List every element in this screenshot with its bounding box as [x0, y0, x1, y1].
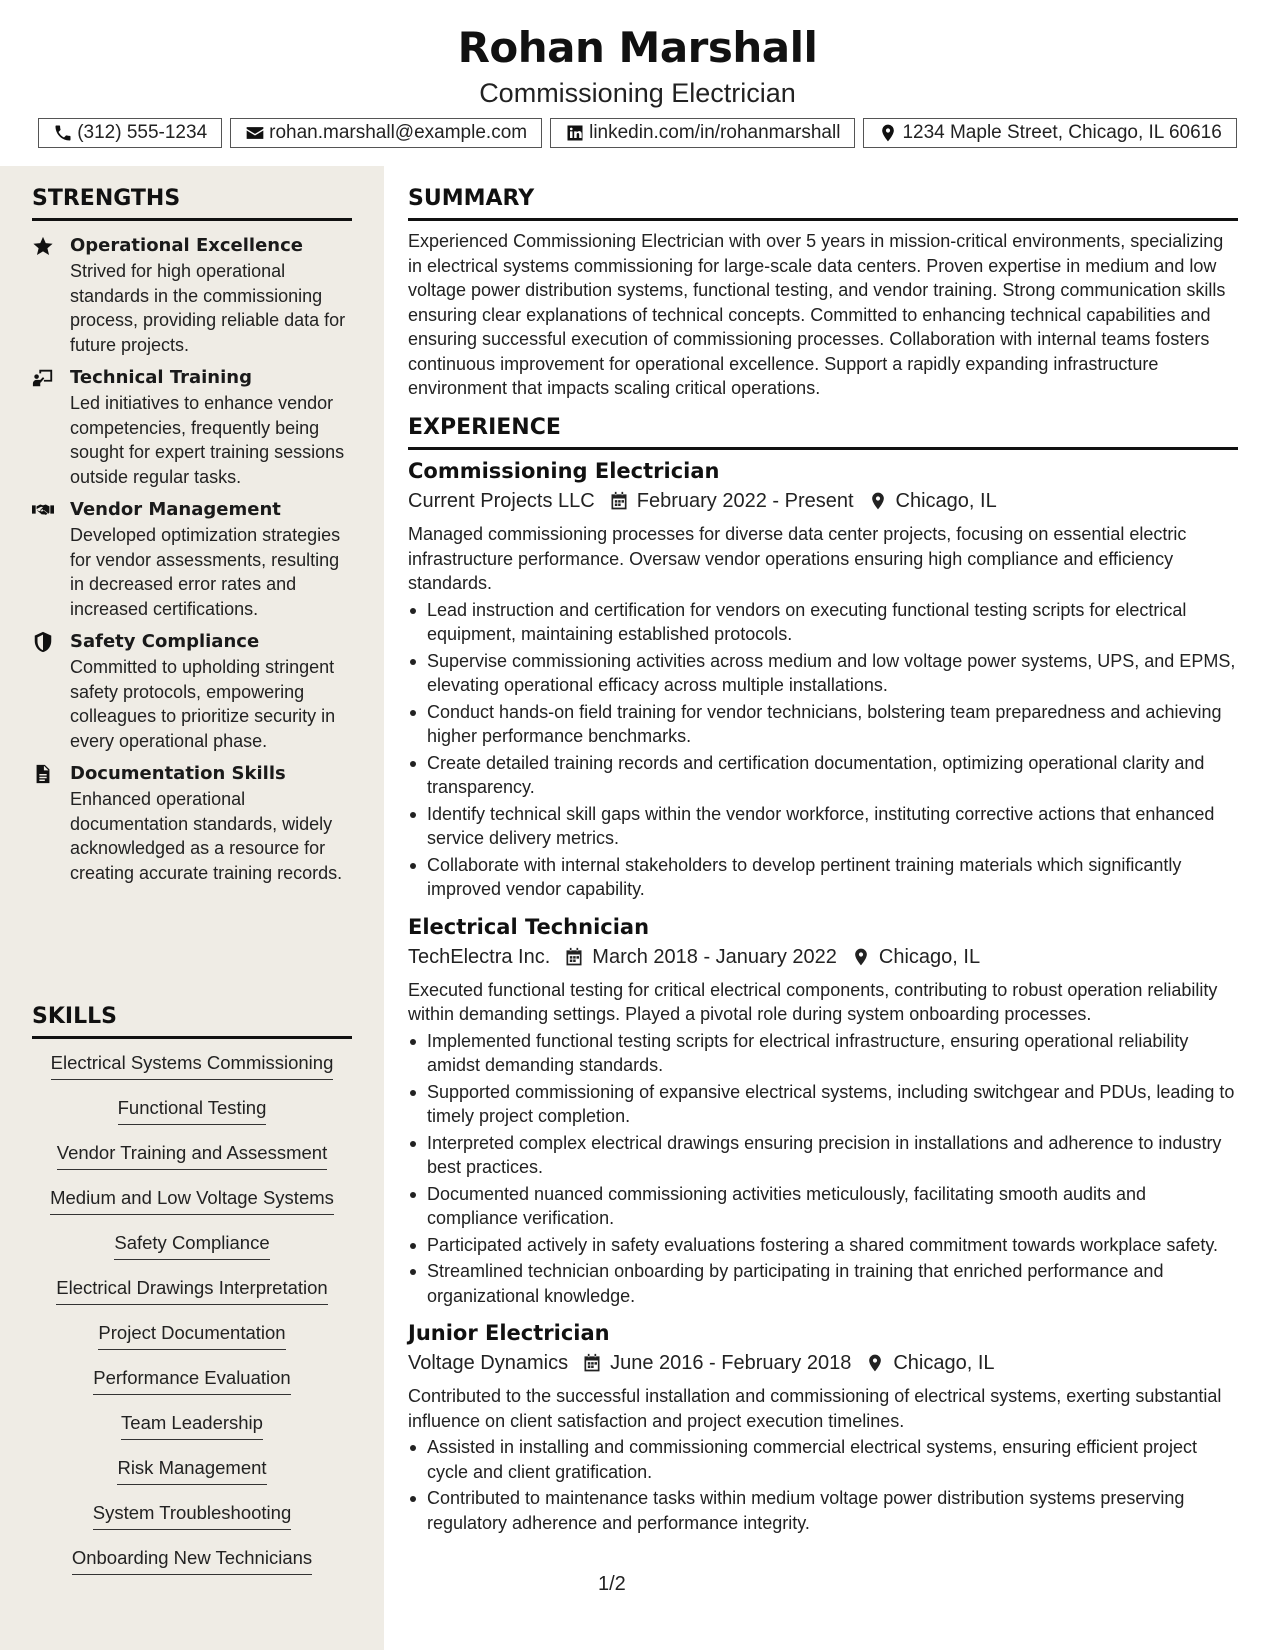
strength-item [32, 233, 352, 357]
strength-item [32, 497, 352, 621]
strength-desc: Enhanced operational documentation standards, widely acknowledged as a resource for creating accurate training records. [70, 789, 343, 883]
contact-address-text: 1234 Maple Street, Chicago, IL 60616 [902, 122, 1222, 143]
job-location: Chicago, IL [895, 490, 997, 512]
contact-phone-text: (312) 555-1234 [77, 122, 208, 143]
resume-header [0, 0, 1275, 166]
job-bullet: Supervise commissioning activities across medium and low voltage power systems, UPS, and EPMS, elevating operational efficacy across multiple installations. [408, 649, 1238, 698]
map-pin-icon [868, 491, 888, 511]
skill-tag: System Troubleshooting [93, 1501, 291, 1530]
job-location: Chicago, IL [893, 1352, 995, 1374]
page-number: 1/2 [598, 1573, 626, 1595]
skill-tag: Risk Management [117, 1456, 266, 1485]
skill-tag: Electrical Systems Commissioning [51, 1051, 334, 1080]
experience-heading: EXPERIENCE [408, 415, 1238, 450]
strength-desc: Strived for high operational standards in the commissioning process, providing reliable data for future projects. [70, 261, 346, 355]
calendar-icon [609, 491, 629, 511]
strength-title: Vendor Management [70, 499, 281, 520]
job-bullets [408, 1029, 1238, 1309]
skill-tag: Team Leadership [121, 1411, 263, 1440]
strengths-section [32, 186, 352, 885]
contact-linkedin-text: linkedin.com/in/rohanmarshall [589, 122, 841, 143]
strength-item [32, 629, 352, 753]
job-bullet: Implemented functional testing scripts for electrical infrastructure, ensuring operational reliability amidst demanding standards. [408, 1029, 1238, 1078]
job-bullet: Identify technical skill gaps within the vendor workforce, instituting corrective actions that enhanced service delivery metrics. [408, 802, 1238, 851]
job-title: Commissioning Electrician [408, 459, 720, 483]
job-entry [408, 1318, 1238, 1535]
skill-tag: Project Documentation [98, 1321, 285, 1350]
job-entry [408, 456, 1238, 902]
job-description: Managed commissioning processes for diverse data center projects, focusing on essential electric infrastructure performance. Oversaw vendor operations ensuring high compliance and efficiency standards. [408, 524, 1187, 593]
main-column [384, 166, 1275, 1650]
job-meta [408, 1348, 1238, 1378]
job-bullet: Conduct hands-on field training for vendor technicians, bolstering team preparedness and achieving higher performance benchmarks. [408, 700, 1238, 749]
strength-desc: Led initiatives to enhance vendor competencies, frequently being sought for expert training sessions outside regular tasks. [70, 393, 345, 487]
sidebar [0, 166, 384, 1650]
contact-email[interactable] [230, 118, 542, 148]
strength-title: Documentation Skills [70, 763, 286, 784]
skill-tag: Onboarding New Technicians [72, 1546, 312, 1575]
star-icon [32, 235, 54, 257]
job-location: Chicago, IL [878, 945, 981, 968]
chalkboard-teacher-icon [32, 367, 54, 389]
job-bullet: Participated actively in safety evaluations fostering a shared commitment towards workplace safety. [408, 1233, 1238, 1258]
job-company: TechElectra Inc. [408, 945, 551, 968]
skill-tag: Safety Compliance [114, 1231, 269, 1260]
calendar-icon [564, 947, 584, 967]
job-entry [408, 912, 1238, 1309]
strength-title: Safety Compliance [70, 631, 260, 652]
job-description: Executed functional testing for critical electrical components, contributing to robust operation reliability within demanding settings. Played a pivotal role during system onboarding processes. [408, 979, 1218, 1024]
file-icon [32, 763, 54, 785]
strength-desc: Developed optimization strategies for vendor assessments, resulting in decreased error rates and increased certifications. [70, 525, 341, 619]
job-company: Current Projects LLC [408, 490, 595, 512]
skill-tag: Vendor Training and Assessment [57, 1141, 327, 1170]
summary-text: Experienced Commissioning Electrician with over 5 years in mission-critical environments, specializing in electrical systems commissioning for large-scale data centers. Proven expertise in medium and low voltage power distribution systems, functional testing, and vendor training. Strong communication skills ensuring clear explanations of technical concepts. Committed to enhancing technical capabilities and ensuring successful execution of commissioning processes. Collaboration with internal teams fosters continuous improvement for operational excellence. Support a rapidly expanding infrastructure environment that impacts scaling critical operations. [408, 231, 1226, 398]
job-bullets [408, 1435, 1238, 1535]
job-description: Contributed to the successful installation and commissioning of electrical systems, exerting substantial influence on client satisfaction and project execution timelines. [408, 1386, 1222, 1431]
job-bullet: Lead instruction and certification for vendors on executing functional testing scripts for electrical equipment, maintaining established protocols. [408, 598, 1238, 647]
candidate-title: Commissioning Electrician [479, 78, 796, 108]
job-bullets [408, 598, 1238, 902]
skills-heading: SKILLS [32, 1004, 352, 1039]
job-bullet: Interpreted complex electrical drawings ensuring precision in installations and adherence to industry best practices. [408, 1131, 1238, 1180]
strength-title: Operational Excellence [70, 235, 303, 256]
job-bullet: Streamlined technician onboarding by participating in training that enriched performance and organizational knowledge. [408, 1259, 1238, 1308]
job-bullet: Supported commissioning of expansive electrical systems, including switchgear and PDUs, leading to timely project completion. [408, 1080, 1238, 1129]
job-title: Junior Electrician [408, 1321, 610, 1345]
handshake-icon [32, 499, 54, 521]
calendar-icon [582, 1353, 602, 1373]
job-bullet: Contributed to maintenance tasks within medium voltage power distribution systems preserving regulatory adherence and performance integrity. [408, 1486, 1238, 1535]
job-meta [408, 942, 1238, 972]
candidate-name: Rohan Marshall [457, 23, 818, 72]
skills-list [32, 1051, 352, 1591]
job-dates: February 2022 - Present [636, 490, 854, 512]
strength-item [32, 365, 352, 489]
contact-address [863, 118, 1236, 148]
linkedin-icon [565, 123, 585, 143]
job-bullet: Create detailed training records and certification documentation, optimizing operational clarity and transparency. [408, 751, 1238, 800]
contact-linkedin[interactable] [550, 118, 855, 148]
job-bullet: Collaborate with internal stakeholders to develop pertinent training materials which significantly improved vendor capability. [408, 853, 1238, 902]
envelope-icon [245, 123, 265, 143]
contact-bar [0, 118, 1275, 148]
skill-tag: Performance Evaluation [93, 1366, 290, 1395]
strength-desc: Committed to upholding stringent safety protocols, empowering colleagues to prioritize security in every operational phase. [70, 657, 336, 751]
skills-section [32, 1004, 352, 1591]
summary-heading: SUMMARY [408, 186, 1238, 221]
job-title: Electrical Technician [408, 914, 650, 939]
experience-section [408, 415, 1238, 1535]
strength-item [32, 761, 352, 885]
job-bullet: Assisted in installing and commissioning commercial electrical systems, ensuring efficient project cycle and client gratification. [408, 1435, 1238, 1484]
map-pin-icon [865, 1353, 885, 1373]
job-meta [408, 486, 1238, 516]
job-dates: June 2016 - February 2018 [610, 1352, 852, 1374]
shield-icon [32, 631, 54, 653]
map-pin-icon [851, 947, 871, 967]
strength-title: Technical Training [70, 367, 252, 388]
job-dates: March 2018 - January 2022 [592, 945, 837, 968]
map-pin-icon [878, 123, 898, 143]
job-company: Voltage Dynamics [408, 1352, 569, 1374]
summary-section [408, 186, 1238, 401]
skill-tag: Electrical Drawings Interpretation [56, 1276, 327, 1305]
skill-tag: Functional Testing [118, 1096, 267, 1125]
contact-phone[interactable] [38, 118, 222, 148]
strengths-heading: STRENGTHS [32, 186, 352, 221]
job-bullet: Documented nuanced commissioning activities meticulously, facilitating smooth audits and compliance verification. [408, 1182, 1238, 1231]
contact-email-text: rohan.marshall@example.com [269, 122, 528, 143]
phone-icon [53, 123, 73, 143]
skill-tag: Medium and Low Voltage Systems [50, 1186, 334, 1215]
